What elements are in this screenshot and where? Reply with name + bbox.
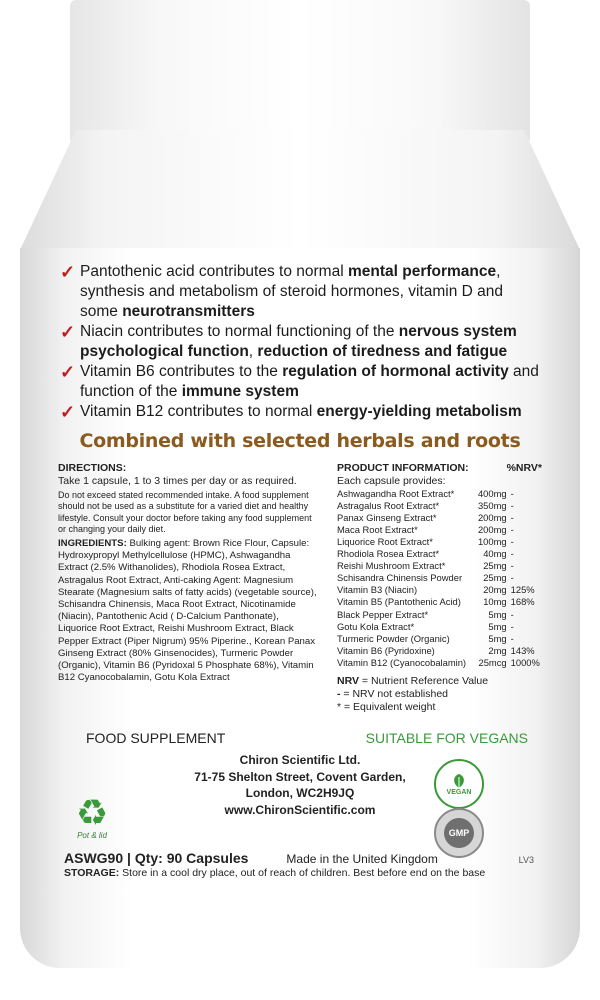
nutrition-row: [337, 584, 542, 596]
claim-text: regulation of hormonal activity: [282, 363, 509, 380]
nutrient-nrv: -: [510, 487, 514, 499]
left-column: [58, 462, 320, 714]
nrv-header: %NRV*: [506, 462, 542, 474]
food-supplement-label: FOOD SUPPLEMENT: [86, 730, 226, 746]
recycle-label: Pot & lid: [77, 831, 107, 840]
nutrition-row: [337, 645, 542, 657]
claim-text: neurotransmitters: [122, 303, 255, 320]
nutrient-nrv: -: [510, 608, 514, 620]
vegan-badge-text: VEGAN: [446, 788, 472, 796]
nutrition-row: [337, 560, 542, 572]
nutrient-amount: 350mg: [477, 499, 507, 511]
nutrient-name: Turmeric Powder (Organic): [337, 632, 450, 644]
nutrient-name: Ashwagandha Root Extract*: [337, 487, 455, 499]
nutrition-row: [337, 657, 542, 669]
claim-text: , synthesis and metabolism of steroid hormones, vitamin D and some: [80, 263, 504, 320]
headline: Combined with selected herbals and roots: [79, 430, 521, 452]
nutrient-amount: 40mg: [483, 548, 507, 560]
legend-key: -: [337, 688, 341, 700]
nutrient-amount: 20mg: [483, 584, 507, 596]
legend-item: [337, 675, 542, 688]
directions-title: DIRECTIONS:: [58, 462, 127, 474]
nutrition-row: [337, 524, 542, 536]
legend-text: * = Equivalent weight: [337, 701, 436, 713]
ingredients-title: INGREDIENTS:: [58, 537, 127, 549]
recycle-logo: [72, 792, 112, 843]
nutrition-table: [337, 488, 542, 669]
claim-text: and function of the: [80, 363, 539, 400]
nutrient-amount: 5mg: [488, 608, 507, 620]
claim-item: [58, 402, 542, 422]
nutrient-amount: 5mg: [488, 632, 507, 644]
checkmark-icon: ✓: [60, 262, 76, 282]
claim-text: Vitamin B12 contributes to normal: [80, 403, 317, 420]
claim-text: Pantothenic acid contributes to normal: [80, 263, 348, 280]
right-column: [337, 462, 542, 714]
nutrition-row: [337, 633, 542, 645]
nutrient-amount: 5mg: [488, 620, 507, 632]
claim-text: ,: [248, 343, 258, 360]
claim-item: [58, 262, 542, 322]
ingredients-text: Bulking agent: Brown Rice Flour, Capsule: Hydroxypropyl Methylcellulose (HPMC), Ashwagandha Extract (2.5% Withanolides), Rhodiola Rosea Extract, Astragalus Root Extract, Anti-caking Agent: Magnesium Stearate (Magnesium salts of fatty acids) (vegetable source), Schisandra Chinensis, Maca Root Extract, Nicotinamide (Niacin), Pantothenic Acid ( D-Calcium Panthonate), Liquorice Root Extract, Reishi Mushroom Extract, Black Pepper Extract (Piper Nigrum) 95% Piperine., Korean Panax Ginseng Extract (80% Ginsenocides), Turmeric Powder (Organic), Vitamin B6 (Pyridoxal 5 Phosphate 68%), Vitamin B12 Cyanocobalamin, Gotu Kola Extract: [58, 537, 317, 684]
nutrient-name: Black Pepper Extract*: [337, 608, 429, 620]
directions-warning: Do not exceed stated recommended intake. A food supplement should not be used as a substitute for a varied diet and healthy lifestyle. Consult your doctor before taking any food supplement or changing your daily diet.: [58, 489, 312, 535]
footer-row: [58, 730, 542, 746]
nutrient-amount: 25mcg: [478, 656, 507, 668]
nutrient-nrv: -: [510, 535, 514, 547]
nutrient-amount: 10mg: [483, 596, 507, 608]
legend-text: = Nutrient Reference Value: [358, 675, 489, 687]
nutrient-amount: 2mg: [488, 644, 507, 656]
nutrient-name: Maca Root Extract*: [337, 523, 418, 535]
nutrient-nrv: -: [510, 548, 514, 560]
legend-key: NRV: [337, 675, 359, 687]
sku: ASWG90 | Qty: 90 Capsules: [64, 850, 249, 866]
nutrient-amount: 25mg: [483, 560, 507, 572]
storage-label: STORAGE:: [64, 867, 120, 879]
product-info-title: PRODUCT INFORMATION:: [337, 462, 469, 474]
nutrition-row: [337, 500, 542, 512]
nutrient-name: Reishi Mushroom Extract*: [337, 560, 446, 572]
nutrient-nrv: 1000%: [510, 656, 540, 668]
nutrient-name: Liquorice Root Extract*: [337, 535, 433, 547]
nutrient-amount: 200mg: [477, 511, 507, 523]
company-name: Chiron Scientific Ltd.: [239, 753, 361, 767]
bottle-cap: [70, 0, 530, 140]
health-claims: [58, 262, 542, 422]
recycle-icon: ♻: [75, 792, 109, 833]
info-columns: [58, 462, 542, 714]
nutrient-name: Astragalus Root Extract*: [337, 499, 440, 511]
nutrient-nrv: -: [510, 632, 514, 644]
company-website: www.ChironScientific.com: [224, 802, 376, 817]
nutrient-name: Vitamin B12 (Cyanocobalamin): [337, 656, 467, 668]
nutrient-name: Vitamin B6 (Pyridoxine): [337, 644, 435, 656]
vegan-badge: [434, 759, 484, 809]
storage-text: Store in a cool dry place, out of reach of children. Best before end on the base: [119, 867, 486, 879]
gmp-badge-text: GMP: [444, 818, 474, 848]
nutrient-amount: 25mg: [483, 572, 507, 584]
nutrient-name: Gotu Kola Extract*: [337, 620, 415, 632]
claim-text: immune system: [181, 383, 299, 400]
nutrient-name: Vitamin B3 (Niacin): [337, 584, 418, 596]
company-address-line1: 71-75 Shelton Street, Covent Garden,: [194, 769, 406, 784]
nutrition-row: [337, 572, 542, 584]
claim-item: [58, 362, 542, 402]
nutrient-nrv: -: [510, 620, 514, 632]
sku-row: [64, 850, 534, 866]
claim-item: [58, 322, 542, 362]
claim-text: Vitamin B6 contributes to the: [80, 363, 283, 380]
nutrient-name: Schisandra Chinensis Powder: [337, 572, 463, 584]
nrv-legend: [337, 675, 542, 714]
product-info-header: [337, 462, 542, 475]
nutrition-row: [337, 548, 542, 560]
nutrient-name: Rhodiola Rosea Extract*: [337, 548, 440, 560]
checkmark-icon: ✓: [60, 322, 76, 342]
nutrient-nrv: -: [510, 499, 514, 511]
claim-text: mental performance: [347, 263, 497, 280]
nutrient-name: Vitamin B5 (Pantothenic Acid): [337, 596, 461, 608]
nutrition-row: [337, 536, 542, 548]
leaf-icon: [450, 773, 468, 789]
nutrition-row: [337, 609, 542, 621]
nutrient-amount: 100mg: [477, 535, 507, 547]
nutrition-row: [337, 596, 542, 608]
nutrient-nrv: 125%: [510, 584, 535, 596]
legend-text: = NRV not established: [340, 688, 448, 700]
product-info-subtitle: Each capsule provides:: [337, 474, 446, 487]
claim-text: Niacin contributes to normal functioning of the: [80, 323, 399, 340]
vegan-claim: SUITABLE FOR VEGANS: [365, 730, 528, 746]
label-version: LV3: [518, 855, 534, 865]
checkmark-icon: ✓: [60, 362, 76, 382]
bottle-shoulder: [20, 130, 580, 250]
nutrient-nrv: 168%: [510, 596, 535, 608]
company-address-line2: London, WC2H9JQ: [245, 786, 355, 800]
nutrient-amount: 200mg: [477, 523, 507, 535]
legend-item: [337, 701, 542, 714]
claim-text: reduction of tiredness and fatigue: [257, 343, 508, 360]
nutrient-nrv: 143%: [510, 644, 535, 656]
nutrient-name: Panax Ginseng Extract*: [337, 511, 437, 523]
nutrient-nrv: -: [510, 560, 514, 572]
nutrient-nrv: -: [510, 572, 514, 584]
ingredients: [58, 538, 320, 684]
nutrition-row: [337, 512, 542, 524]
claim-text: nervous system psychological function: [80, 323, 517, 360]
nutrition-row: [337, 621, 542, 633]
made-in: Made in the United Kingdom: [286, 852, 438, 866]
nutrition-row: [337, 488, 542, 500]
legend-item: [337, 688, 542, 701]
nutrient-amount: 400mg: [477, 487, 507, 499]
nutrient-nrv: -: [510, 523, 514, 535]
checkmark-icon: ✓: [60, 402, 76, 422]
nutrient-nrv: -: [510, 511, 514, 523]
directions-text: Take 1 capsule, 1 to 3 times per day or as required.: [58, 474, 297, 487]
claim-text: energy-yielding metabolism: [316, 403, 522, 420]
storage-info: [64, 867, 534, 880]
